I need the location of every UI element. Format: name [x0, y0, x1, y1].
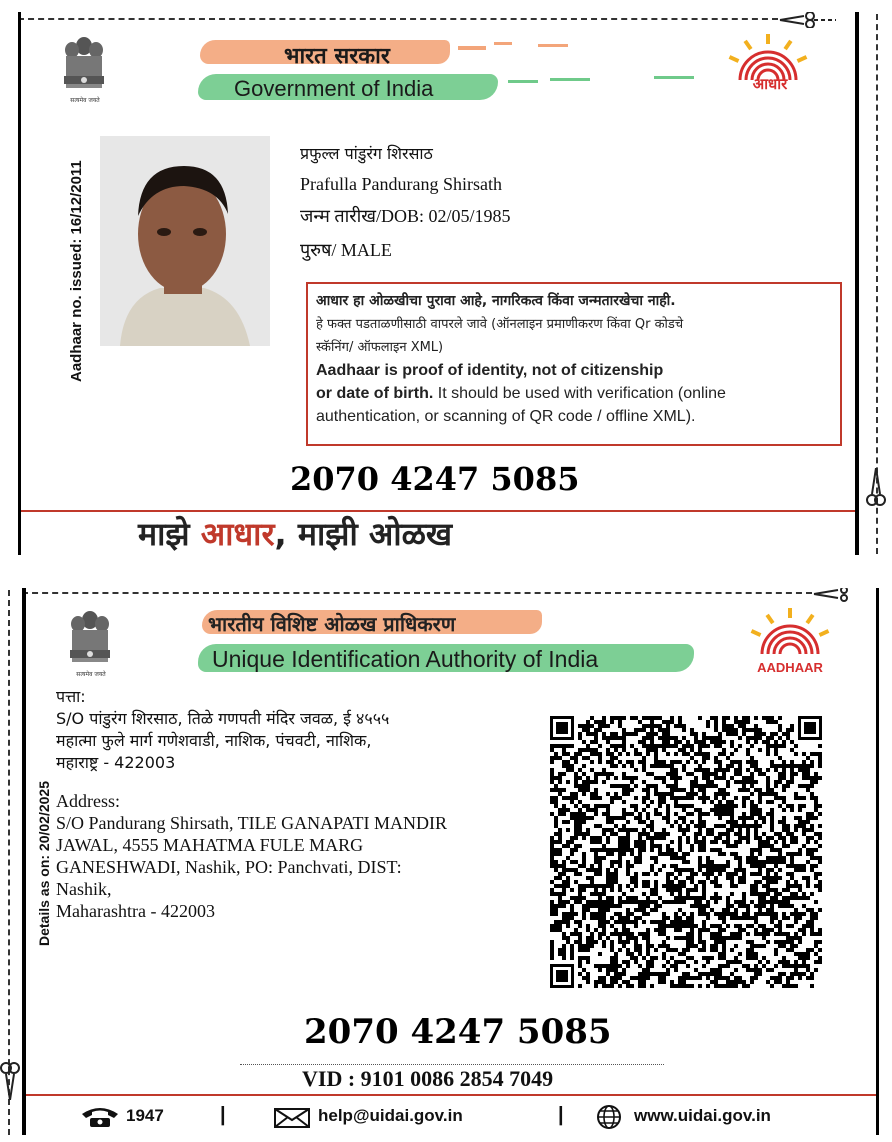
address-block	[56, 686, 546, 922]
name-english: Prafulla Pandurang Shirsath	[300, 174, 502, 194]
notice-line: आधार हा ओळखीचा पुरावा आहे, नागरिकत्व किंवा जन्मतारखेचा नाही.	[316, 293, 676, 309]
footer-separator: |	[558, 1104, 564, 1126]
cut-line-top	[22, 592, 812, 594]
tagline-part: , माझी ओळख	[274, 515, 453, 553]
notice-line: स्कॅनिंग/ ऑफलाइन XML)	[316, 340, 444, 355]
cut-line-top	[18, 18, 778, 20]
header-hindi: भारतीय विशिष्ट ओळख प्राधिकरण	[208, 612, 456, 636]
tagline-highlight: आधार	[200, 515, 275, 553]
notice-fragment: It should be used with verification (online	[433, 385, 726, 402]
name-hindi: प्रफुल्ल पांडुरंग शिरसाठ	[300, 144, 433, 163]
address-hindi-line: महात्मा फुले मार्ग गणेशवाडी, नाशिक, पंचवटी, नाशिक,	[56, 731, 372, 750]
state-emblem-icon	[60, 32, 108, 98]
red-divider	[26, 1094, 876, 1096]
scissors-icon	[778, 12, 838, 28]
notice-box	[306, 282, 842, 446]
address-english-line: GANESHWADI, Nashik, PO: Panchvati, DIST:	[56, 857, 402, 877]
qr-code	[550, 716, 822, 988]
address-hindi-line: S/O पांडुरंग शिरसाठ, तिळे गणपती मंदिर जवळ, ई ४५५५	[56, 709, 390, 728]
green-dash	[508, 80, 538, 83]
scissors-icon	[812, 588, 872, 602]
gender: पुरुष/ MALE	[300, 240, 392, 260]
card-left-border	[18, 12, 21, 555]
issued-date-vertical: Aadhaar no. issued: 16/12/2011	[68, 160, 85, 382]
globe-icon	[596, 1104, 622, 1130]
aadhaar-front-card	[18, 12, 860, 555]
address-english-line: JAWAL, 4555 MAHATMA FULE MARG	[56, 835, 364, 855]
emblem-caption: सत्यमेव जयते	[70, 97, 100, 104]
address-label-hindi: पत्ता:	[56, 687, 86, 706]
footer-phone[interactable]: 1947	[126, 1106, 164, 1125]
aadhaar-back-card	[22, 588, 880, 1135]
state-emblem-icon	[66, 606, 114, 672]
header-english: Government of India	[234, 76, 434, 101]
vid-dotted-line	[240, 1064, 664, 1065]
orange-dash	[494, 42, 512, 45]
details-date-vertical: Details as on: 20/02/2025	[36, 781, 52, 946]
notice-line	[316, 382, 832, 405]
aadhaar-number: 2070 4247 5085	[304, 1012, 612, 1052]
emblem-caption: सत्यमेव जयते	[76, 671, 106, 678]
address-english-line: Maharashtra - 422003	[56, 901, 215, 921]
notice-line: Aadhaar is proof of identity, not of citizenship	[316, 362, 664, 379]
footer	[22, 1100, 876, 1134]
aadhaar-logo-text: AADHAAR	[757, 660, 823, 675]
orange-dash	[458, 46, 486, 50]
orange-dash	[538, 44, 568, 47]
vid-number: VID : 9101 0086 2854 7049	[302, 1066, 554, 1091]
green-dash	[550, 78, 590, 81]
green-dash	[654, 76, 694, 79]
tagline	[138, 512, 452, 555]
holder-photo	[100, 136, 270, 346]
notice-line: हे फक्त पडताळणीसाठी वापरले जावे (ऑनलाइन प्रमाणीकरण किंवा Qr कोडचे	[316, 317, 684, 332]
card-left-border	[22, 588, 26, 1135]
scissors-icon	[866, 468, 886, 518]
footer-separator: |	[220, 1104, 226, 1126]
card-right-border	[876, 588, 879, 1135]
notice-bold-fragment: or date of birth.	[316, 385, 434, 402]
aadhaar-number: 2070 4247 5085	[290, 460, 580, 498]
address-label-english: Address:	[56, 791, 120, 811]
footer-website[interactable]: www.uidai.gov.in	[634, 1106, 771, 1125]
date-of-birth: जन्म तारीख/DOB: 02/05/1985	[300, 206, 511, 226]
header-english: Unique Identification Authority of India	[212, 646, 599, 672]
address-english-line: Nashik,	[56, 879, 112, 899]
scissors-icon	[0, 1050, 20, 1100]
header-hindi: भारत सरकार	[284, 44, 390, 69]
phone-icon	[80, 1106, 120, 1128]
address-english-line: S/O Pandurang Shirsath, TILE GANAPATI MANDIR	[56, 813, 447, 833]
aadhaar-logo-icon	[748, 608, 832, 664]
address-hindi-line: महाराष्ट्र - 422003	[56, 753, 176, 772]
notice-line: authentication, or scanning of QR code / offline XML).	[316, 408, 696, 425]
card-right-border	[855, 12, 859, 555]
mail-icon	[274, 1108, 310, 1128]
aadhaar-logo-text: आधार	[752, 75, 788, 93]
tagline-part: माझे	[138, 515, 201, 553]
footer-email[interactable]: help@uidai.gov.in	[318, 1106, 463, 1125]
